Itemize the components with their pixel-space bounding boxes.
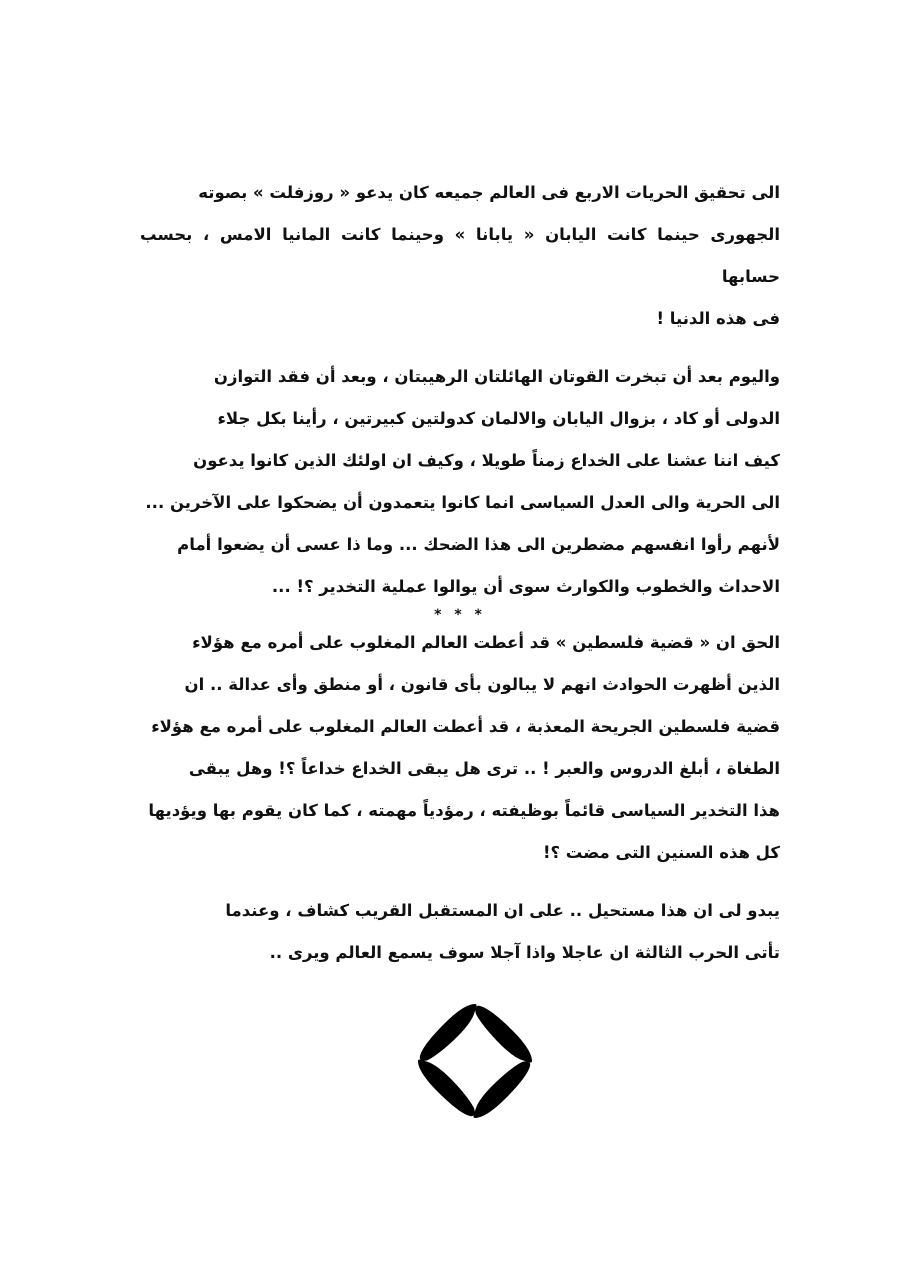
text-line: الجهورى حينما كانت اليابان « يابانا » وحينما كانت المانيا الامس ، بحسب حسابها bbox=[140, 225, 780, 286]
text-line: تأتى الحرب الثالثة ان عاجلا واذا آجلا سوف يسمع العالم ويرى .. bbox=[269, 943, 780, 962]
paragraph-2 bbox=[140, 356, 780, 608]
text-line: الى الحرية والى العدل السياسى انما كانوا يتعمدون أن يضحكوا على الآخرين ... bbox=[145, 493, 780, 512]
text-line: كيف اننا عشنا على الخداع زمناً طويلا ، وكيف ان اولئك الذين كانوا يدعون bbox=[193, 451, 780, 470]
section-separator: * * * bbox=[434, 607, 486, 623]
body-text bbox=[140, 172, 780, 974]
text-line: كل هذه السنين التى مضت ؟! bbox=[542, 843, 780, 862]
text-line: يبدو لى ان هذا مستحيل .. على ان المستقبل القريب كشاف ، وعندما bbox=[225, 901, 780, 920]
text-line: الذين أظهرت الحوادث انهم لا يبالون بأى قانون ، أو منطق وأى عدالة .. ان bbox=[184, 675, 780, 694]
text-line: الى تحقيق الحريات الاربع فى العالم جميعه كان يدعو « روزفلت » بصوته bbox=[198, 183, 780, 202]
paragraph-4 bbox=[140, 890, 780, 974]
text-line: فى هذه الدنيا ! bbox=[656, 309, 780, 328]
text-line: الحق ان « قضية فلسطين » قد أعطت العالم المغلوب على أمره مع هؤلاء bbox=[192, 633, 780, 652]
paragraph-3 bbox=[140, 622, 780, 874]
text-line: الاحداث والخطوب والكوارث سوى أن يوالوا عملية التخدير ؟! ... bbox=[271, 577, 780, 596]
text-line: قضية فلسطين الجريحة المعذبة ، قد أعطت العالم المغلوب على أمره مع هؤلاء bbox=[151, 717, 780, 736]
text-line: لأنهم رأوا انفسهم مضطرين الى هذا الضحك ... وما ذا عسى أن يضعوا أمام bbox=[177, 535, 780, 554]
text-line: واليوم بعد أن تبخرت القوتان الهائلتان الرهيبتان ، وبعد أن فقد التوازن bbox=[213, 367, 780, 386]
text-line: هذا التخدير السياسى قائماً بوظيفته ، رمؤدياً مهمته ، كما كان يقوم بها ويؤديها bbox=[148, 801, 780, 820]
text-line: الطغاة ، أبلغ الدروس والعبر ! .. ترى هل يبقى الخداع خداعاً ؟! وهل يبقى bbox=[188, 759, 780, 778]
diamond-ornament-icon bbox=[414, 1000, 536, 1122]
paragraph-1 bbox=[140, 172, 780, 340]
text-line: الدولى أو كاد ، بزوال اليابان والالمان كدولتين كبيرتين ، رأينا بكل جلاء bbox=[217, 409, 780, 428]
